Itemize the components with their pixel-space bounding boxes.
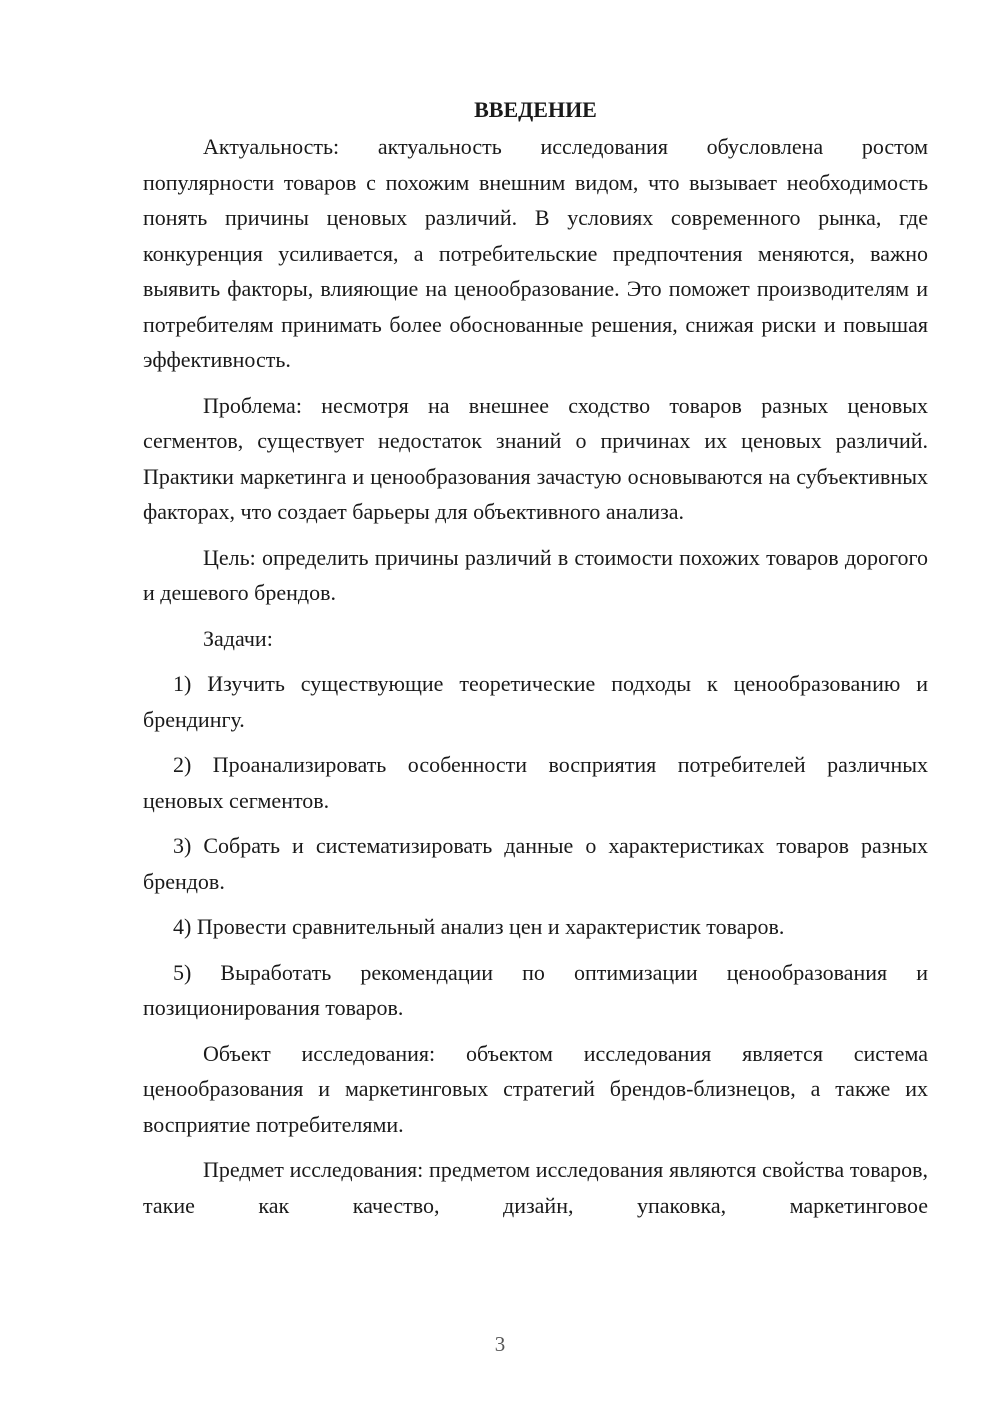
page-number: 3 <box>494 1332 506 1356</box>
task-item: 4) Провести сравнительный анализ цен и характеристик товаров. <box>173 914 785 939</box>
document-page <box>143 92 928 1223</box>
subject-paragraph: Предмет исследования: предметом исследования являются свойства товаров, такие как качество, дизайн, упаковка, маркетинговое <box>143 1157 928 1218</box>
tasks-heading: Задачи: <box>203 625 273 651</box>
task-item: 2) Проанализировать особенности восприятия потребителей различных ценовых сегментов. <box>143 752 928 813</box>
goal-paragraph: Цель: определить причины различий в стоимости похожих товаров дорогого и дешевого брендов. <box>143 544 928 605</box>
task-item: 1) Изучить существующие теоретические подходы к ценообразованию и брендингу. <box>143 671 928 732</box>
task-item: 5) Выработать рекомендации по оптимизации ценообразования и позиционирования товаров. <box>143 959 928 1020</box>
relevance-paragraph: Актуальность: актуальность исследования обусловлена ростом популярности товаров с похожим внешним видом, что вызывает необходимость понять причины ценовых различий. В условиях современного рынка, где конкуренция усиливается, а потребительские предпочтения меняются, важно выявить факторы, влияющие на ценообразование. Это поможет производителям и потребителям принимать более обоснованные решения, снижая риски и повышая эффективность. <box>143 134 928 372</box>
object-paragraph: Объект исследования: объектом исследования является система ценообразования и маркетинговых стратегий брендов-близнецов, а также их восприятие потребителями. <box>143 1040 928 1137</box>
problem-paragraph: Проблема: несмотря на внешнее сходство товаров разных ценовых сегментов, существует недостаток знаний о причинах их ценовых различий. Практики маркетинга и ценообразования зачастую основываются на субъективных факторах, что создает барьеры для объективного анализа. <box>143 392 928 524</box>
task-item: 3) Собрать и систематизировать данные о характеристиках товаров разных брендов. <box>143 833 928 894</box>
page-title: ВВЕДЕНИЕ <box>474 97 597 122</box>
